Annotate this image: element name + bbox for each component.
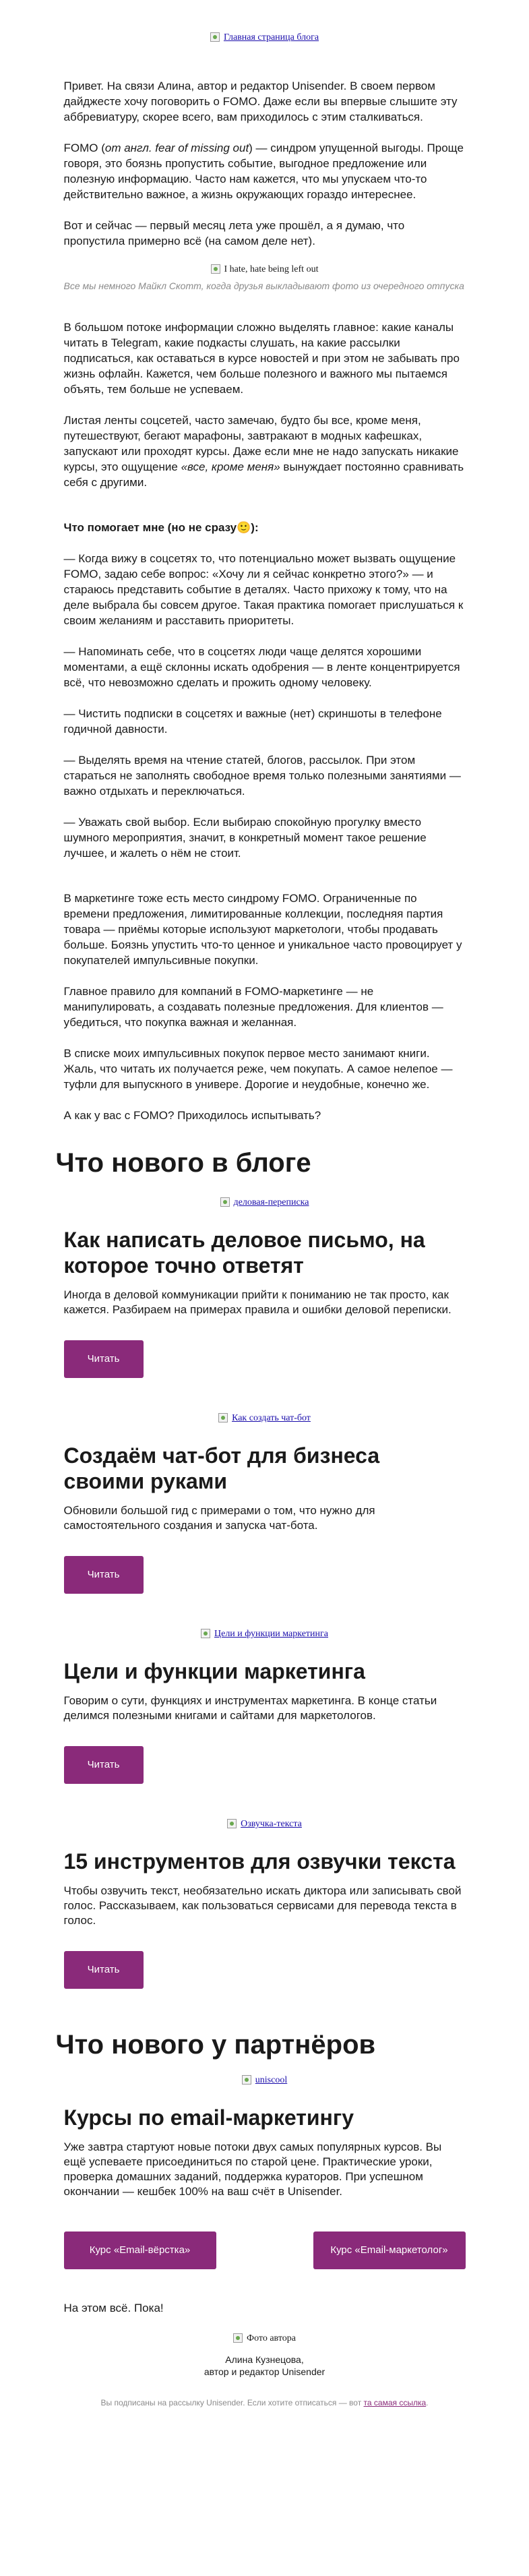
blog-post-description: Говорим о сути, функциях и инструментах маркетинга. В конце статьи делимся полезными книгами и сайтами для маркетологов. [63,1694,437,1722]
helps-section [56,520,474,861]
blog-post-image[interactable] [56,1629,474,1640]
footer [56,2398,474,2407]
body-p2-em: «все, кроме меня» [181,460,280,473]
body-p2-lead: Листая ленты соцсетей, часто замечаю, будто бы все, кроме меня, путешествуют, бегают марафоны, завтракают в модных кафешках, запускают или проходят курсы. Даже если мне не надо запускать никакие курсы, это ощущение [63,414,459,473]
blog-home-link[interactable]: Главная страница блога [223,32,319,42]
helps-item-2: — Напоминать себе, что в соцсетях люди чаще делятся хорошими моментами, а ещё склонны искать одобрения — в ленте концентрируется всё, что невозможно сделать и прожить одному человеку. [63,645,460,689]
read-button[interactable]: Читать [64,1951,144,1989]
hero-image-block [56,264,474,293]
read-button[interactable]: Читать [64,1556,144,1594]
blog-post-title: 15 инструментов для озвучки текста [63,1849,456,1874]
marketing-paragraph-1: В маркетинге тоже есть место синдрому FOMO. Ограниченные по времени предложения, лимитированные коллекции, последняя партия товара — приёмы которые используют маркетологи, чтобы продавать больше. Боязнь упустить что-то ценное и уникальное часто провоцирует у покупателей импульсивные покупки. [63,892,462,967]
blog-post-description: Обновили большой гид с примерами о том, что нужно для самостоятельного создания и запуска чат-бота. [63,1504,375,1532]
helps-item-4: — Выделять время на чтение статей, блогов, рассылок. При этом стараться не заполнять свободное время только полезными занятиями — важно отдыхать и переключаться. [63,754,461,798]
partner-image[interactable] [56,2075,474,2086]
partners-section-title: Что нового у партнёров [55,2030,376,2060]
author-photo-alt: Фото автора [247,2333,296,2343]
hero-image [56,264,474,275]
partner-course-title: Курсы по email-маркетингу [63,2105,354,2130]
broken-image-icon [233,2333,243,2343]
partner-image-link[interactable]: uniscool [255,2075,288,2085]
blog-post-3 [56,1629,474,1784]
author-photo [56,2333,474,2344]
partners-section [56,2029,474,2269]
partner-course-description: Уже завтра стартуют новые потоки двух самых популярных курсов. Вы ещё успеваете присоединиться по старой цене. Практические уроки, проверка домашних заданий, поддержка кураторов. При успешном окончании — кешбек 100% на ваш счёт в Unisender. [63,2140,442,2198]
blog-section-title: Что нового в блоге [55,1148,311,1178]
author-name: Алина Кузнецова, [225,2354,304,2365]
broken-image-icon [211,264,220,274]
blog-post-image-link[interactable]: Цели и функции маркетинга [214,1629,328,1639]
blog-post-title: Создаём чат-бот для бизнеса своими руками [63,1443,380,1493]
blog-post-image[interactable] [56,1197,474,1208]
intro-section [56,78,474,249]
broken-image-icon [210,32,220,42]
author-signature [56,2354,474,2378]
closing-section [56,2300,474,2378]
blog-post-description: Чтобы озвучить текст, необязательно искать диктора или записывать свой голос. Рассказываем, как пользоваться сервисами для перевода текста в голос. [63,1884,462,1927]
blog-post-image-link[interactable]: Как создать чат-бот [232,1413,311,1423]
footer-text: Вы подписаны на рассылку Unisender. Если хотите отписаться — вот [100,2398,364,2407]
helps-title: Что помогает мне (но не сразу🙂): [63,521,259,534]
blog-logo-link[interactable] [56,32,474,49]
body-p2-rest: вынуждает постоянно сравнивать себя с другими. [63,460,464,489]
partner-course [56,2075,474,2269]
intro-paragraph-3: Вот и сейчас — первый месяц лета уже прошёл, а я думаю, что пропустила примерно всё (на самом деле нет). [63,219,405,247]
intro-paragraph-1: Привет. На связи Алина, автор и редактор Unisender. В своем первом дайджесте хочу поговорить о FOMO. Даже если вы впервые слышите эту аббревиатуру, скорее всего, вам приходилось с этим сталкиваться. [63,80,458,123]
intro-paragraph-2 [64,140,466,202]
blog-post-title: Цели и функции маркетинга [63,1659,365,1683]
read-button[interactable]: Читать [64,1340,144,1378]
broken-image-icon [201,1629,210,1638]
marketing-paragraph-3: В списке моих импульсивных покупок первое место занимают книги. Жаль, что читать их получается реже, чем покупать. А самое нелепое — туфли для выпускного в универе. Дорогие и неудобные, конечно же. [63,1047,453,1091]
blog-post-image-link[interactable]: Озвучка-текста [241,1819,302,1829]
body-paragraph-2 [64,413,466,490]
blog-post-image-link[interactable]: деловая-переписка [233,1197,309,1207]
unsubscribe-link[interactable]: та самая ссылка [363,2398,427,2407]
course-email-marketer-button[interactable]: Курс «Email-маркетолог» [313,2231,466,2269]
body-paragraph-1: В большом потоке информации сложно выделять главное: какие каналы читать в Telegram, какие подкасты слушать, на какие рассылки подписаться, как оставаться в курсе новостей и при этом не забывать про жизнь офлайн. Кажется, чем больше полезного и важного мы пытаемся объять, тем больше не успеваем. [63,321,460,396]
hero-image-caption: Все мы немного Майкл Скотт, когда друзья выкладывают фото из очередного отпуска [63,280,464,291]
marketing-paragraph-2: Главное правило для компаний в FOMO-маркетинге — не манипулировать, а создавать полезные предложения. Для клиентов — убедиться, что покупка важная и желанная. [63,985,443,1029]
broken-image-icon [218,1413,228,1422]
intro-p2-rest: ) — синдром упущенной выгоды. Проще говоря, это боязнь пропустить событие, выгодное предложение или полезную информацию. Часто нам кажется, что мы упускаем что-то действительно важное, а жизнь окружающих гораздо интереснее. [63,142,464,201]
helps-item-1: — Когда вижу в соцсетях то, что потенциально может вызвать ощущение FOMO, задаю себе вопрос: «Хочу ли я сейчас конкретно этого?» — и стараюсь представить событие в деталях. Часто прихожу к тому, что на деле выбрала бы совсем другое. Такая практика помогает прислушаться к своим желаниям и расставить приоритеты. [63,552,464,627]
partner-buttons [56,2231,474,2269]
closing-text: На этом всё. Пока! [63,2302,164,2314]
broken-image-icon [227,1819,237,1828]
broken-image-icon [242,2075,251,2085]
blog-post-image[interactable] [56,1413,474,1424]
blog-post-2 [56,1413,474,1594]
read-button[interactable]: Читать [64,1746,144,1784]
intro-p2-lead: FOMO ( [63,142,105,154]
footer-end: . [426,2398,429,2407]
course-email-layout-button[interactable]: Курс «Email-вёрстка» [64,2231,216,2269]
blog-section [56,1147,474,1989]
marketing-paragraph-4: А как у вас с FOMO? Приходилось испытывать? [63,1109,321,1122]
blog-post-description: Иногда в деловой коммуникации прийти к пониманию не так просто, как кажется. Разбираем на примерах правила и ошибки деловой переписки. [63,1288,452,1316]
email-content [56,0,474,2407]
blog-post-title: Как написать деловое письмо, на которое точно ответят [63,1228,425,1278]
broken-image-icon [220,1197,230,1207]
helps-item-3: — Чистить подписки в соцсетях и важные (нет) скриншоты в телефоне годичной давности. [63,707,442,736]
marketing-section [56,891,474,1123]
intro-p2-em: от англ. fear of missing out [104,142,249,154]
author-role: автор и редактор Unisender [204,2366,325,2377]
blog-post-image[interactable] [56,1819,474,1830]
body-section [56,320,474,490]
blog-post-4 [56,1819,474,1989]
helps-item-5: — Уважать свой выбор. Если выбираю спокойную прогулку вместо шумного мероприятия, значит, в конкретный момент такое решение лучшее, и жалеть о нём не стоит. [63,816,427,860]
blog-post-1 [56,1197,474,1378]
hero-image-alt: I hate, hate being left out [224,264,319,274]
